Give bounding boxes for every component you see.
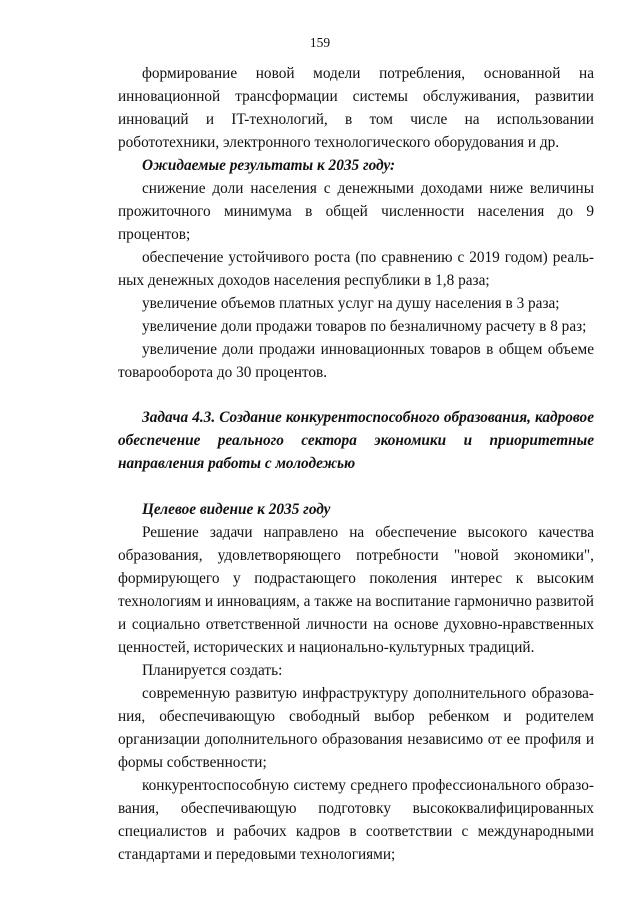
paragraph-income-growth: обеспечение устойчивого роста (по сравнению с 2019 годом) реальных денежных доходов населения республики в 1,8 раза; bbox=[118, 249, 594, 289]
paragraph-cashless-sales: увеличение доли продажи товаров по безналичному расчету в 8 раз; bbox=[142, 318, 587, 335]
page-number: 159 bbox=[309, 35, 331, 50]
expected-results-heading: Ожидаемые результаты к 2035 году: bbox=[142, 157, 396, 174]
paragraph-poverty-reduction: снижение доли населения с денежными доходами ниже величины прожиточного минимума в общей численности населения до 9 процентов; bbox=[118, 180, 594, 243]
paragraph-innovative-goods: увеличение доли продажи инновационных товаров в общем объеме товарооборота до 30 процентов. bbox=[118, 341, 594, 381]
paragraph-vocational-education: конкурентоспособную систему среднего профессионального образования, обеспечивающую подготовку высококвалифицированных специалистов и рабочих кадров в соответствии с международными стандартами и передовыми технологиями; bbox=[118, 777, 594, 863]
target-vision-heading: Целевое видение к 2035 году bbox=[142, 501, 331, 518]
paragraph-planned: Планируется создать: bbox=[142, 662, 283, 679]
paragraph-consumption-model: формирование новой модели потребления, основанной на инновационной трансформации системы обслуживания, развитии инноваций и IT-технологий, в том числе на использовании робототехники, электронного технологического оборудования и др. bbox=[118, 65, 594, 151]
paragraph-additional-education: современную развитую инфраструктуру дополнительного образования, обеспечивающую свободный выбор ребенком и родителем организации дополнительного образования независимо от ее профиля и формы собственности; bbox=[118, 685, 594, 771]
task-4-3-heading: Задача 4.3. Создание конкурентоспособного образования, кадровое обеспечение реального сектора экономики и приоритетные направления работы с молодежью bbox=[118, 409, 594, 472]
document-body bbox=[118, 62, 594, 866]
paragraph-paid-services: увеличение объемов платных услуг на душу населения в 3 раза; bbox=[142, 295, 560, 312]
paragraph-education-quality: Решение задачи направлено на обеспечение высокого качества образования, удовлетворяющего потребности "новой экономики", формирующего у подрастающего поколения интерес к высоким технологиям и инновациям, а также на воспитание гармонично развитой и социально ответственной личности на основе духовно-нравственных ценностей, исторических и национально-культурных традиций. bbox=[118, 524, 594, 656]
